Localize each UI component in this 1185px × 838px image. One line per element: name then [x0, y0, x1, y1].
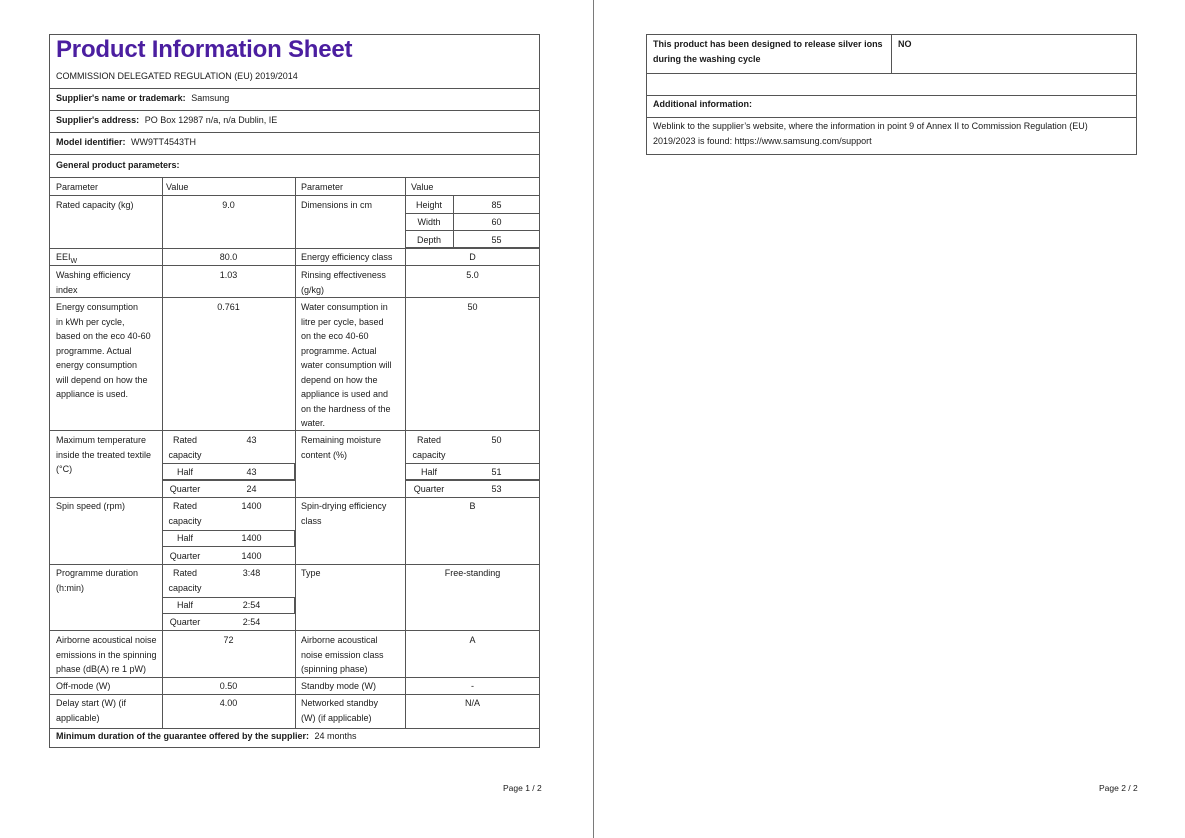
guarantee-row: [56, 729, 357, 744]
max-temperature-rated: 43: [246, 435, 257, 445]
width-value: 60: [491, 217, 502, 227]
label-line: based on the eco 40-60: [56, 331, 151, 341]
label-line: Rinsing effectiveness: [301, 270, 386, 280]
row-divider: [49, 694, 540, 695]
rated-capacity-value: 9.0: [222, 200, 235, 210]
label-line: Rated: [172, 568, 198, 578]
label-line: Energy consumption: [56, 302, 139, 312]
row-divider: [49, 265, 540, 266]
label-line: (°C): [56, 464, 73, 474]
model-identifier-label: Model identifier:: [56, 137, 126, 147]
max-temperature-half: 43: [246, 467, 257, 477]
regulation-reference: COMMISSION DELEGATED REGULATION (EU) 2019/2014: [56, 71, 298, 81]
height-value: 85: [491, 200, 502, 210]
label-line: Weblink to the supplier’s website, where the information in point 9 of Annex II to Commission Regulation (EU): [653, 121, 1088, 131]
label-line: programme. Actual: [301, 345, 377, 356]
half-sublabel: Half: [176, 600, 193, 610]
label-line: phase (dB(A) re 1 pW): [56, 664, 147, 674]
model-identifier-row: [56, 135, 196, 150]
supplier-address-row: [56, 113, 277, 128]
eei-subscript: W: [70, 257, 78, 265]
programme-duration-half: 2:54: [242, 600, 261, 610]
eei-value: 80.0: [219, 252, 238, 262]
delay-start-value: 4.00: [219, 698, 238, 708]
column-divider: [891, 34, 892, 73]
label-line: depend on how the: [301, 374, 378, 385]
label-line: Water consumption in: [301, 302, 388, 312]
row-divider: [49, 497, 540, 498]
row-divider: [646, 95, 1137, 96]
row-divider: [646, 73, 1137, 74]
row-divider: [405, 230, 540, 231]
label-line: appliance is used and: [301, 389, 389, 399]
row-divider: [162, 480, 295, 481]
remaining-moisture-half: 51: [491, 467, 502, 477]
quarter-sublabel: Quarter: [169, 551, 201, 561]
label-line: water consumption will: [301, 360, 392, 370]
max-temperature-quarter: 24: [246, 484, 257, 494]
label-line: capacity: [168, 449, 202, 460]
supplier-name-row: [56, 91, 229, 106]
header-parameter: Parameter: [301, 182, 344, 192]
rated-capacity-label: Rated capacity (kg): [56, 200, 134, 210]
label-line: Spin-drying efficiency: [301, 501, 387, 511]
label-line: index: [56, 284, 78, 295]
silver-ions-label: [653, 37, 883, 66]
noise-class-label: [301, 633, 384, 677]
row-divider: [49, 430, 540, 431]
depth-value: 55: [491, 235, 502, 245]
label-line: This product has been designed to release silver ions: [653, 39, 883, 49]
supplier-address-value: PO Box 12987 n/a, n/a Dublin, IE: [144, 115, 278, 125]
networked-standby-value: N/A: [464, 698, 480, 708]
label-line: class: [301, 515, 322, 526]
spin-speed-rated: 1400: [241, 501, 262, 511]
rated-capacity-sublabel: [162, 566, 208, 595]
label-line: (h:min): [56, 582, 85, 593]
label-line: Delay start (W) (if: [56, 698, 127, 708]
page-number: Page 2 / 2: [1099, 783, 1138, 793]
row-divider: [49, 110, 540, 111]
quarter-sublabel: Quarter: [169, 617, 201, 627]
model-identifier-value: WW9TT4543TH: [131, 137, 197, 147]
label-line: Rated: [172, 501, 198, 511]
label-line: on the hardness of the: [301, 403, 391, 414]
label-line: will depend on how the: [56, 374, 148, 385]
row-divider: [646, 117, 1137, 118]
noise-emissions-value: 72: [223, 635, 234, 645]
label-line: programme. Actual: [56, 345, 132, 356]
guarantee-value: 24 months: [314, 731, 357, 741]
rated-capacity-sublabel: [405, 433, 453, 462]
label-line: Programme duration: [56, 568, 139, 578]
dimensions-label: Dimensions in cm: [301, 200, 373, 210]
type-label: Type: [301, 568, 321, 578]
delay-start-label: [56, 696, 126, 725]
standby-mode-value: -: [471, 681, 474, 691]
label-line: Rated: [416, 435, 442, 445]
page-2: [594, 0, 1185, 838]
label-line: content (%): [301, 449, 348, 460]
spin-drying-class-value: B: [469, 501, 476, 511]
label-line: litre per cycle, based: [301, 316, 384, 327]
page-number: Page 1 / 2: [503, 783, 542, 793]
water-consumption-label: [301, 300, 392, 431]
label-line: Maximum temperature: [56, 435, 147, 445]
spin-drying-class-label: [301, 499, 386, 528]
max-temperature-label: [56, 433, 151, 477]
remaining-moisture-label: [301, 433, 381, 462]
remaining-moisture-rated: 50: [491, 435, 502, 445]
washing-efficiency-label: [56, 268, 131, 297]
label-line: Washing efficiency: [56, 270, 131, 280]
label-line: Remaining moisture: [301, 435, 382, 445]
row-divider: [49, 564, 540, 565]
half-sublabel: Half: [420, 467, 437, 477]
weblink-text: [653, 119, 1088, 148]
label-line: Networked standby: [301, 698, 379, 708]
energy-consumption-value: 0.761: [217, 302, 240, 312]
row-divider: [49, 88, 540, 89]
row-divider: [49, 154, 540, 155]
spin-speed-label: Spin speed (rpm): [56, 501, 126, 511]
width-label: Width: [417, 217, 441, 227]
rated-capacity-sublabel: [162, 433, 208, 462]
rinsing-effectiveness-value: 5.0: [466, 270, 479, 280]
eei-label-text: EEI: [56, 252, 71, 262]
label-line: appliance is used.: [56, 389, 129, 399]
label-line: emissions in the spinning: [56, 649, 157, 660]
supplier-address-label: Supplier's address:: [56, 115, 140, 125]
label-line: capacity: [412, 449, 446, 460]
eei-label: [56, 250, 77, 269]
supplier-name-value: Samsung: [191, 93, 230, 103]
row-divider: [49, 132, 540, 133]
quarter-sublabel: Quarter: [413, 484, 445, 494]
label-line: noise emission class: [301, 649, 384, 660]
label-line: Airborne acoustical noise: [56, 635, 157, 645]
spin-speed-half: 1400: [241, 533, 262, 543]
off-mode-label: Off-mode (W): [56, 681, 111, 691]
silver-ions-value: NO: [898, 39, 912, 49]
washing-efficiency-value: 1.03: [219, 270, 238, 280]
label-line: Airborne acoustical: [301, 635, 378, 645]
header-value: Value: [411, 182, 434, 192]
remaining-moisture-quarter: 53: [491, 484, 502, 494]
row-divider: [49, 630, 540, 631]
depth-label: Depth: [416, 235, 442, 245]
row-divider: [49, 248, 540, 249]
standby-mode-label: Standby mode (W): [301, 681, 377, 691]
label-line: (W) (if applicable): [301, 712, 372, 723]
programme-duration-label: [56, 566, 138, 595]
programme-duration-rated: 3:48: [242, 568, 261, 578]
row-divider: [49, 677, 540, 678]
energy-class-label: Energy efficiency class: [301, 252, 393, 262]
guarantee-label: Minimum duration of the guarantee offered by the supplier:: [56, 731, 310, 741]
rated-capacity-sublabel: [162, 499, 208, 528]
label-line: 2019/2023 is found: https://www.samsung.com/support: [653, 135, 872, 146]
half-sublabel: Half: [176, 467, 193, 477]
noise-emissions-label: [56, 633, 157, 677]
rinsing-effectiveness-label: [301, 268, 386, 297]
energy-class-value: D: [469, 252, 476, 262]
quarter-sublabel: Quarter: [169, 484, 201, 494]
label-line: during the washing cycle: [653, 53, 761, 64]
type-value: Free-standing: [444, 568, 501, 578]
header-parameter: Parameter: [56, 182, 99, 192]
energy-consumption-label: [56, 300, 151, 402]
programme-duration-quarter: 2:54: [242, 617, 261, 627]
column-divider: [295, 177, 296, 728]
water-consumption-value: 50: [467, 302, 478, 312]
label-line: energy consumption: [56, 360, 138, 370]
row-divider: [405, 213, 540, 214]
label-line: inside the treated textile: [56, 449, 152, 460]
page-title: Product Information Sheet: [56, 36, 353, 63]
header-value: Value: [166, 182, 189, 192]
label-line: capacity: [168, 582, 202, 593]
networked-standby-label: [301, 696, 378, 725]
supplier-name-label: Supplier's name or trademark:: [56, 93, 186, 103]
label-line: on the eco 40-60: [301, 331, 369, 341]
additional-information-heading: Additional information:: [653, 99, 752, 109]
height-label: Height: [415, 200, 442, 210]
row-divider: [49, 297, 540, 298]
label-line: (g/kg): [301, 284, 325, 295]
spin-speed-quarter: 1400: [241, 551, 262, 561]
half-sublabel: Half: [176, 533, 193, 543]
label-line: water.: [301, 418, 326, 428]
general-parameters-heading: General product parameters:: [56, 160, 180, 170]
noise-class-value: A: [469, 635, 476, 645]
label-line: (spinning phase): [301, 664, 368, 674]
label-line: capacity: [168, 515, 202, 526]
label-line: applicable): [56, 712, 100, 723]
off-mode-value: 0.50: [219, 681, 238, 691]
label-line: in kWh per cycle,: [56, 316, 125, 327]
label-line: Rated: [172, 435, 198, 445]
row-divider: [405, 480, 540, 481]
